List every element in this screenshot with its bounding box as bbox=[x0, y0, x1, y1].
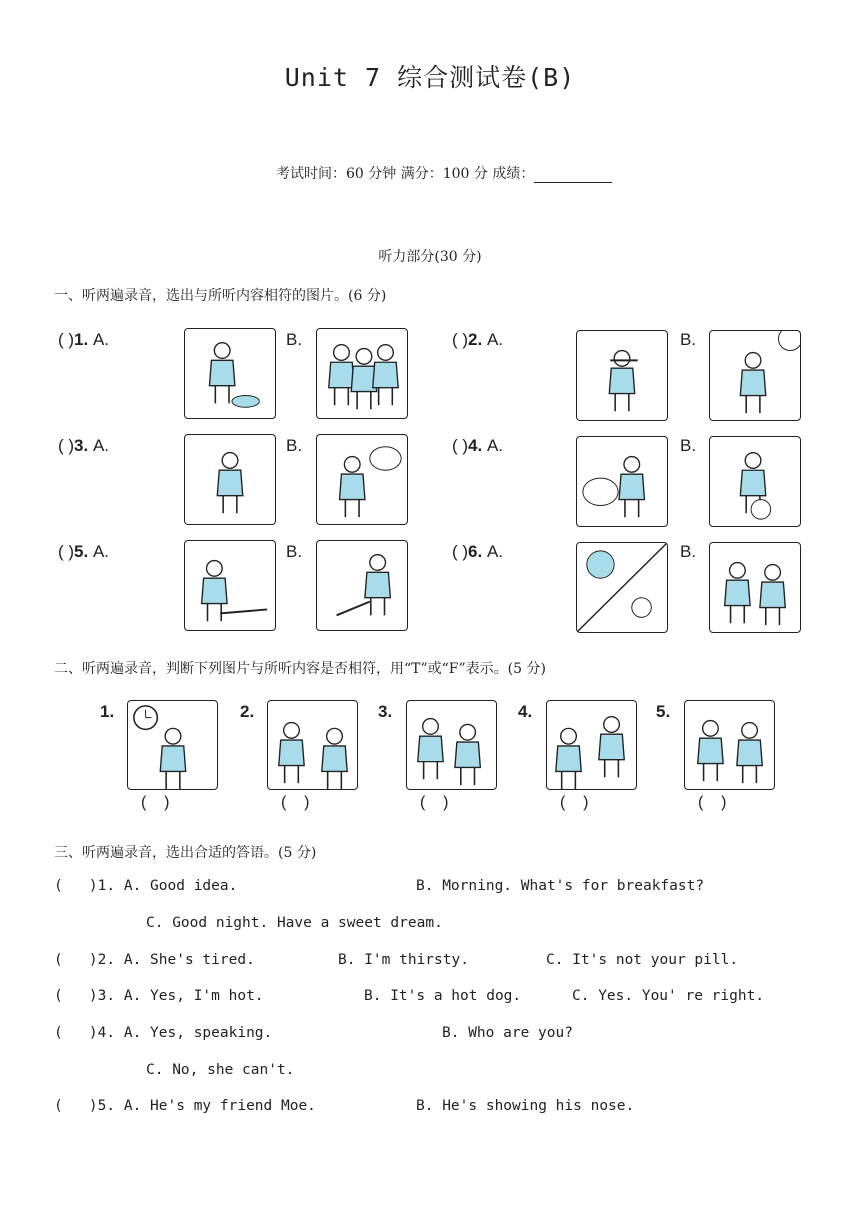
part2-answer-3[interactable]: ( ) bbox=[420, 794, 449, 811]
part1-q3-label bbox=[58, 436, 109, 456]
option-a: A. bbox=[486, 542, 504, 561]
answer-paren[interactable]: ( ) bbox=[54, 1098, 98, 1114]
part2-num-2: 2. bbox=[240, 702, 255, 721]
q3-option-b-picture[interactable] bbox=[316, 434, 408, 525]
q-num: 1. bbox=[74, 330, 89, 349]
part3-q1-b: B. Morning. What's for breakfast? bbox=[416, 878, 705, 894]
part3-q2 bbox=[54, 952, 255, 968]
q5-option-a-picture[interactable] bbox=[184, 540, 276, 631]
q5-b-label: B. bbox=[286, 542, 303, 561]
listening-heading: 听力部分(30 分) bbox=[378, 249, 482, 265]
part3-q4-c: C. No, she can't. bbox=[146, 1062, 295, 1078]
answer-paren[interactable]: ( ) bbox=[452, 330, 469, 349]
q5-option-b-picture[interactable] bbox=[316, 540, 408, 631]
q4-option-b-picture[interactable] bbox=[709, 436, 801, 527]
option-a: A. Yes, speaking. bbox=[123, 1025, 273, 1041]
answer-paren[interactable]: ( ) bbox=[452, 542, 469, 561]
q2-option-a-picture[interactable] bbox=[576, 330, 668, 421]
part1-heading: 一、听两遍录音，选出与所听内容相符的图片。(6 分) bbox=[54, 288, 387, 304]
part3-q1-c: C. Good night. Have a sweet dream. bbox=[146, 915, 443, 931]
part2-num-4: 4. bbox=[518, 702, 533, 721]
q4-b-label: B. bbox=[680, 436, 697, 455]
part2-answer-4[interactable]: ( ) bbox=[560, 794, 589, 811]
answer-paren[interactable]: ( ) bbox=[54, 952, 98, 968]
option-a: A. She's tired. bbox=[123, 952, 255, 968]
option-a: A. bbox=[92, 330, 110, 349]
option-a: A. bbox=[486, 330, 504, 349]
part2-num-3: 3. bbox=[378, 702, 393, 721]
q3-b-label: B. bbox=[286, 436, 303, 455]
q4-option-a-picture[interactable] bbox=[576, 436, 668, 527]
part1-q1-label bbox=[58, 330, 109, 350]
part3-q4 bbox=[54, 1025, 272, 1041]
part1-q4-label bbox=[452, 436, 503, 456]
part3-q5-b: B. He's showing his nose. bbox=[416, 1098, 635, 1114]
answer-paren[interactable]: ( ) bbox=[58, 542, 75, 561]
part1-q5-label bbox=[58, 542, 109, 562]
page-title: Unit 7 综合测试卷(B) bbox=[284, 63, 576, 92]
part2-picture-2[interactable] bbox=[267, 700, 358, 790]
q3-option-a-picture[interactable] bbox=[184, 434, 276, 525]
q-num: 2. bbox=[468, 330, 483, 349]
answer-paren[interactable]: ( ) bbox=[452, 436, 469, 455]
q2-option-b-picture[interactable] bbox=[709, 330, 801, 421]
part2-answer-1[interactable]: ( ) bbox=[141, 794, 170, 811]
part2-answer-5[interactable]: ( ) bbox=[698, 794, 727, 811]
part2-heading: 二、听两遍录音，判断下列图片与所听内容是否相符，用“T”或“F”表示。(5 分) bbox=[54, 661, 546, 677]
part3-heading: 三、听两遍录音，选出合适的答语。(5 分) bbox=[54, 845, 317, 861]
part2-picture-1[interactable] bbox=[127, 700, 218, 790]
q-num: 2. bbox=[97, 952, 116, 968]
q1-option-a-picture[interactable] bbox=[184, 328, 276, 419]
answer-paren[interactable]: ( ) bbox=[58, 330, 75, 349]
q6-option-a-picture[interactable] bbox=[576, 542, 668, 633]
option-a: A. Good idea. bbox=[123, 878, 238, 894]
part2-answer-2[interactable]: ( ) bbox=[281, 794, 310, 811]
q-num: 5. bbox=[97, 1098, 116, 1114]
q-num: 3. bbox=[97, 988, 116, 1004]
q-num: 1. bbox=[97, 878, 116, 894]
q1-option-b-picture[interactable] bbox=[316, 328, 408, 419]
part3-q3-b: B. It's a hot dog. bbox=[364, 988, 522, 1004]
part3-q3 bbox=[54, 988, 264, 1004]
part2-picture-3[interactable] bbox=[406, 700, 497, 790]
part2-picture-4[interactable] bbox=[546, 700, 637, 790]
part3-q2-b: B. I'm thirsty. bbox=[338, 952, 469, 968]
option-a: A. bbox=[92, 542, 110, 561]
answer-paren[interactable]: ( ) bbox=[54, 878, 98, 894]
exam-meta bbox=[276, 163, 612, 183]
part3-q3-c: C. Yes. You' re right. bbox=[572, 988, 765, 1004]
option-a: A. bbox=[486, 436, 504, 455]
q-num: 4. bbox=[97, 1025, 116, 1041]
part1-q6-label bbox=[452, 542, 503, 562]
q2-b-label: B. bbox=[680, 330, 697, 349]
q-num: 6. bbox=[468, 542, 483, 561]
q-num: 4. bbox=[468, 436, 483, 455]
option-a: A. Yes, I'm hot. bbox=[123, 988, 264, 1004]
part3-q5 bbox=[54, 1098, 316, 1114]
exam-meta-text: 考试时间：60 分钟 满分：100 分 成绩： bbox=[276, 166, 535, 182]
answer-paren[interactable]: ( ) bbox=[54, 988, 98, 1004]
part3-q2-c: C. It's not your pill. bbox=[546, 952, 739, 968]
option-a: A. bbox=[92, 436, 110, 455]
q-num: 3. bbox=[74, 436, 89, 455]
q1-b-label: B. bbox=[286, 330, 303, 349]
part1-q2-label bbox=[452, 330, 503, 350]
option-a: A. He's my friend Moe. bbox=[123, 1098, 316, 1114]
answer-paren[interactable]: ( ) bbox=[58, 436, 75, 455]
q6-b-label: B. bbox=[680, 542, 697, 561]
part2-num-5: 5. bbox=[656, 702, 671, 721]
part2-picture-5[interactable] bbox=[684, 700, 775, 790]
q6-option-b-picture[interactable] bbox=[709, 542, 801, 633]
part3-q4-b: B. Who are you? bbox=[442, 1025, 573, 1041]
part3-q1 bbox=[54, 878, 237, 894]
q-num: 5. bbox=[74, 542, 89, 561]
part2-num-1: 1. bbox=[100, 702, 115, 721]
answer-paren[interactable]: ( ) bbox=[54, 1025, 98, 1041]
score-blank[interactable] bbox=[534, 168, 612, 183]
